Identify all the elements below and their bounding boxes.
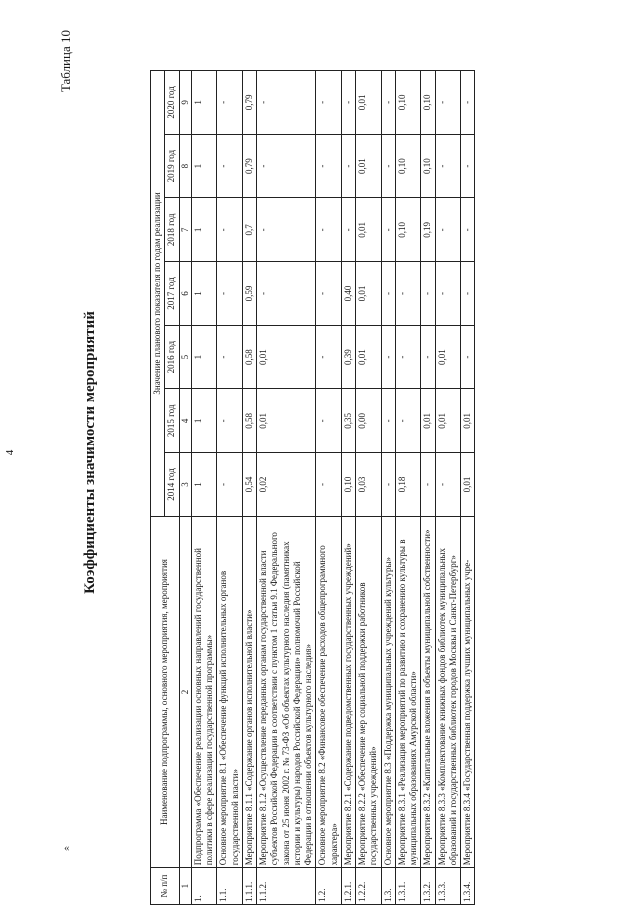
table-row [257, 71, 316, 905]
row-value: 0,01 [461, 389, 475, 453]
row-value: 0,01 [356, 198, 382, 262]
row-value: - [217, 198, 243, 262]
row-value: - [341, 134, 355, 198]
row-value: - [316, 198, 342, 262]
row-index: 1.3. [381, 868, 395, 905]
row-value: - [217, 325, 243, 389]
row-value: - [217, 453, 243, 517]
row-value: 0,03 [356, 453, 382, 517]
table-row [316, 71, 342, 905]
row-name: Основное мероприятие 8.1 «Обеспечение функций исполнительных органов государственной власти» [217, 516, 243, 867]
row-name: Мероприятие 8.1.2 «Осуществление переданных органам государственной власти субъектов Российской Федерации в соответствии с пунктом 1 статьи 9.1 Федерального закона от 25 июня 2002 г. № 73-ФЗ «Об объектах культурного наследия (памятниках истории и культуры) народов Российской Федерации» полномочий Российской Федерации в отношении объектов культурного наследия» [257, 516, 316, 867]
row-index: 1.2. [316, 868, 342, 905]
table-row [356, 71, 382, 905]
row-value: 0,01 [461, 453, 475, 517]
row-value: - [381, 453, 395, 517]
row-name: Мероприятие 8.2.1 «Содержание подведомственных государственных учреждений» [341, 516, 355, 867]
row-index: 1.3.2. [421, 868, 435, 905]
row-name: Мероприятие 8.2.2 «Обеспечение мер социальной поддержки работников государственных учреждений» [356, 516, 382, 867]
row-value: - [316, 453, 342, 517]
table-row [395, 71, 421, 905]
row-value: - [461, 198, 475, 262]
header-year: 2017 год [165, 262, 179, 326]
row-value: - [381, 262, 395, 326]
header-year: 2020 год [165, 71, 179, 135]
table-row [461, 71, 475, 905]
row-value: - [461, 325, 475, 389]
row-value: 0,79 [242, 134, 256, 198]
row-value: - [435, 262, 461, 326]
row-value: - [435, 198, 461, 262]
column-number: 3 [179, 453, 191, 517]
significance-table [150, 70, 475, 905]
table-wrapper [150, 0, 475, 905]
row-value: - [395, 262, 421, 326]
row-value: 0,10 [395, 71, 421, 135]
row-value: 1 [191, 198, 217, 262]
row-value: 0,10 [395, 134, 421, 198]
row-index: 1.3.3. [435, 868, 461, 905]
row-value: - [257, 134, 316, 198]
row-value: 0,10 [421, 71, 435, 135]
row-value: - [435, 134, 461, 198]
row-value: - [316, 71, 342, 135]
row-value: 0,01 [435, 389, 461, 453]
row-index: 1.3.4. [461, 868, 475, 905]
row-value: - [316, 325, 342, 389]
row-value: - [381, 389, 395, 453]
row-value: - [316, 134, 342, 198]
table-row [381, 71, 395, 905]
column-number: 8 [179, 134, 191, 198]
row-value: 0,02 [257, 453, 316, 517]
row-value: - [461, 71, 475, 135]
row-name: Мероприятие 8.3.1 «Реализация мероприятий по развитию и сохранению культуры в муниципальных образованиях Амурской области» [395, 516, 421, 867]
row-name: Подпрограмма «Обеспечение реализации основных направлений государственной политики в сфере реализации государственной программы» [191, 516, 217, 867]
row-value: - [395, 325, 421, 389]
row-value: 1 [191, 325, 217, 389]
row-index: 1.1.2. [257, 868, 316, 905]
row-value: 1 [191, 453, 217, 517]
row-value: 0,58 [242, 325, 256, 389]
row-value: - [395, 389, 421, 453]
column-number: 1 [179, 868, 191, 905]
table-body [191, 71, 475, 905]
row-value: - [381, 325, 395, 389]
table-row [217, 71, 243, 905]
row-name: Мероприятие 8.1.1 «Содержание органов исполнительной власти» [242, 516, 256, 867]
row-index: 1.1.1. [242, 868, 256, 905]
row-value: 1 [191, 389, 217, 453]
row-name: Основное мероприятие 8.3 «Поддержка муниципальных учреждений культуры» [381, 516, 395, 867]
row-index: 1.3.1. [395, 868, 421, 905]
header-year: 2019 год [165, 134, 179, 198]
table-row [191, 71, 217, 905]
header-year: 2018 год [165, 198, 179, 262]
row-value: - [381, 198, 395, 262]
header-group: Значение планового показателя по годам реализации [151, 71, 165, 517]
row-value: 0,10 [421, 134, 435, 198]
row-value: - [461, 262, 475, 326]
row-value: - [435, 71, 461, 135]
row-value: - [341, 198, 355, 262]
row-name: Мероприятие 8.3.3 «Комплектование книжных фондов библиотек муниципальных образований и государственных библиотек городов Москвы и Санкт-Петербург» [435, 516, 461, 867]
row-value: - [381, 71, 395, 135]
row-value: 0,01 [356, 262, 382, 326]
table-column-numbers [179, 71, 191, 905]
row-value: 0,01 [356, 71, 382, 135]
table-row [341, 71, 355, 905]
column-number: 7 [179, 198, 191, 262]
header-num: № п/п [151, 868, 180, 905]
header-name: Наименование подпрограммы, основного мероприятия, мероприятия [151, 516, 180, 867]
row-value: - [257, 262, 316, 326]
table-row [421, 71, 435, 905]
row-value: 1 [191, 134, 217, 198]
row-value: 0,35 [341, 389, 355, 453]
row-value: 1 [191, 262, 217, 326]
row-value: - [341, 71, 355, 135]
row-value: - [421, 325, 435, 389]
row-index: 1.2.1. [341, 868, 355, 905]
table-header-row [151, 71, 165, 905]
column-number: 2 [179, 516, 191, 867]
header-year: 2016 год [165, 325, 179, 389]
column-number: 9 [179, 71, 191, 135]
row-value: 0,59 [242, 262, 256, 326]
row-value: - [316, 389, 342, 453]
row-name: Мероприятие 8.3.2 «Капитальные вложения в объекты муниципальной собственности» [421, 516, 435, 867]
row-value: - [217, 262, 243, 326]
quote-mark: « [64, 842, 70, 854]
row-value: 0,01 [356, 325, 382, 389]
row-value: - [421, 453, 435, 517]
row-value: - [217, 134, 243, 198]
row-value: 1 [191, 71, 217, 135]
header-year: 2015 год [165, 389, 179, 453]
row-value: 0,01 [257, 389, 316, 453]
row-value: 0,40 [341, 262, 355, 326]
row-value: 0,39 [341, 325, 355, 389]
row-value: 0,79 [242, 71, 256, 135]
row-value: 0,00 [356, 389, 382, 453]
row-value: - [257, 71, 316, 135]
row-value: 0,10 [395, 198, 421, 262]
row-value: 0,7 [242, 198, 256, 262]
row-value: 0,01 [421, 389, 435, 453]
row-value: - [435, 453, 461, 517]
row-value: - [381, 134, 395, 198]
row-value: - [257, 198, 316, 262]
table-row [435, 71, 461, 905]
row-value: 0,01 [435, 325, 461, 389]
row-value: - [316, 262, 342, 326]
row-value: - [217, 389, 243, 453]
row-index: 1. [191, 868, 217, 905]
row-value: 0,01 [257, 325, 316, 389]
row-value: 0,54 [242, 453, 256, 517]
row-value: 0,10 [341, 453, 355, 517]
column-number: 4 [179, 389, 191, 453]
table-caption: Таблица 10 [58, 30, 73, 93]
column-number: 6 [179, 262, 191, 326]
row-index: 1.2.2. [356, 868, 382, 905]
row-value: 0,18 [395, 453, 421, 517]
document-title: Коэффициенты значимости мероприятий [82, 311, 98, 594]
table-row [242, 71, 256, 905]
row-value: - [217, 71, 243, 135]
row-value: 0,58 [242, 389, 256, 453]
header-year: 2014 год [165, 453, 179, 517]
page-number: 4 [4, 449, 16, 456]
row-index: 1.1. [217, 868, 243, 905]
row-value: - [421, 262, 435, 326]
row-value: - [461, 134, 475, 198]
row-value: 0,19 [421, 198, 435, 262]
row-value: 0,01 [356, 134, 382, 198]
column-number: 5 [179, 325, 191, 389]
row-name: Основное мероприятие 8.2 «Финансовое обеспечение расходов общепрограммного характера» [316, 516, 342, 867]
row-name: Мероприятие 8.3.4 «Государственная поддержка лучших муниципальных учре- [461, 516, 475, 867]
